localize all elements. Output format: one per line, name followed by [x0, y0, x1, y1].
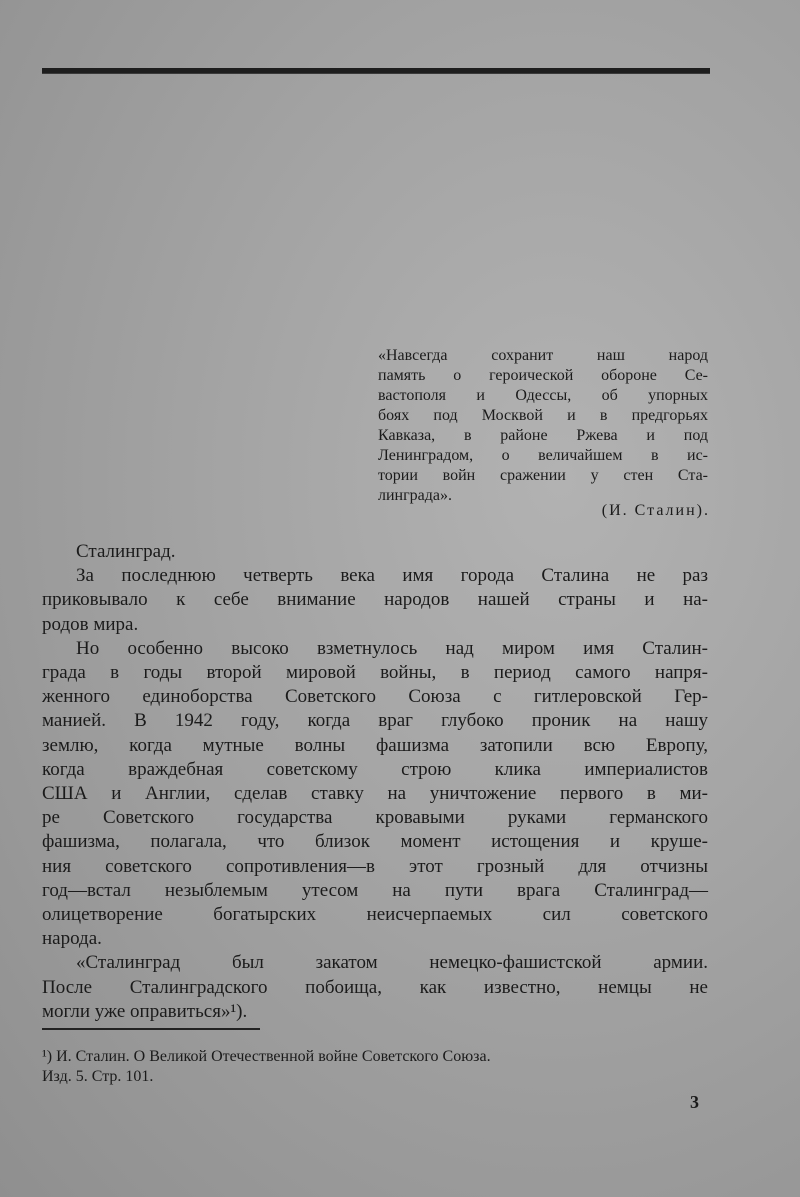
body-line: землю, когда мутные волны фашизма затопили всю Европу, [42, 734, 708, 756]
body-line: ния советского сопротивления—в этот грозный для отчизны [42, 855, 708, 877]
body-line: олицетворение богатырских неисчерпаемых сил советского [42, 904, 708, 926]
top-rule [42, 68, 710, 74]
body-line: фашизма, полагала, что близок момент истощения и круше- [42, 831, 708, 853]
body-line: народа. [42, 928, 102, 950]
epigraph-line: «Навсегда сохранит наш народ [378, 347, 708, 364]
body-line: ре Советского государства кровавыми руками германского [42, 807, 708, 829]
footnote-line: ¹) И. Сталин. О Великой Отечественной войне Советского Союза. [42, 1048, 491, 1065]
page-number: 3 [690, 1092, 699, 1112]
epigraph-line: Кавказа, в районе Ржева и под [378, 427, 708, 444]
body-line: приковывало к себе внимание народов нашей страны и на- [42, 589, 708, 611]
epigraph-quote [378, 346, 708, 506]
footnote [42, 1047, 708, 1087]
body-line: «Сталинград был закатом немецко-фашистской армии. [76, 952, 708, 974]
epigraph-line: Ленинградом, о величайшем в ис- [378, 447, 708, 464]
body-line: год—встал незыблемым утесом на пути врага Сталинград— [42, 879, 708, 901]
body-line: града в годы второй мировой войны, в период самого напря- [42, 662, 708, 684]
body-line: За последнюю четверть века имя города Сталина не раз [76, 565, 708, 587]
epigraph-line: тории войн сражении у стен Ста- [378, 467, 708, 484]
body-line: женного единоборства Советского Союза с гитлеровской Гер- [42, 686, 708, 708]
footnote-line: Изд. 5. Стр. 101. [42, 1068, 154, 1085]
body-line: Но особенно высоко взметнулось над миром имя Сталин- [76, 637, 708, 659]
body-line: США и Англии, сделав ставку на уничтожение первого в ми- [42, 783, 708, 805]
body-text [42, 540, 708, 1024]
body-line: когда враждебная советскому строю клика империалистов [42, 758, 708, 780]
epigraph-line: боях под Москвой и в предгорьях [378, 407, 708, 424]
epigraph-line: линграда». [378, 487, 453, 504]
body-line: родов мира. [42, 613, 139, 635]
epigraph-attribution: (И. Сталин). [601, 502, 710, 519]
footnote-rule [42, 1028, 260, 1030]
epigraph-line: вастополя и Одессы, об упорных [378, 387, 708, 404]
epigraph-line: память о героической обороне Се- [378, 367, 708, 384]
body-line: После Сталинградского побоища, как известно, немцы не [42, 976, 708, 998]
body-line: могли уже оправиться»¹). [42, 1000, 248, 1022]
body-line: манией. В 1942 году, когда враг глубоко проник на нашу [42, 710, 708, 732]
body-line: Сталинград. [76, 541, 176, 562]
